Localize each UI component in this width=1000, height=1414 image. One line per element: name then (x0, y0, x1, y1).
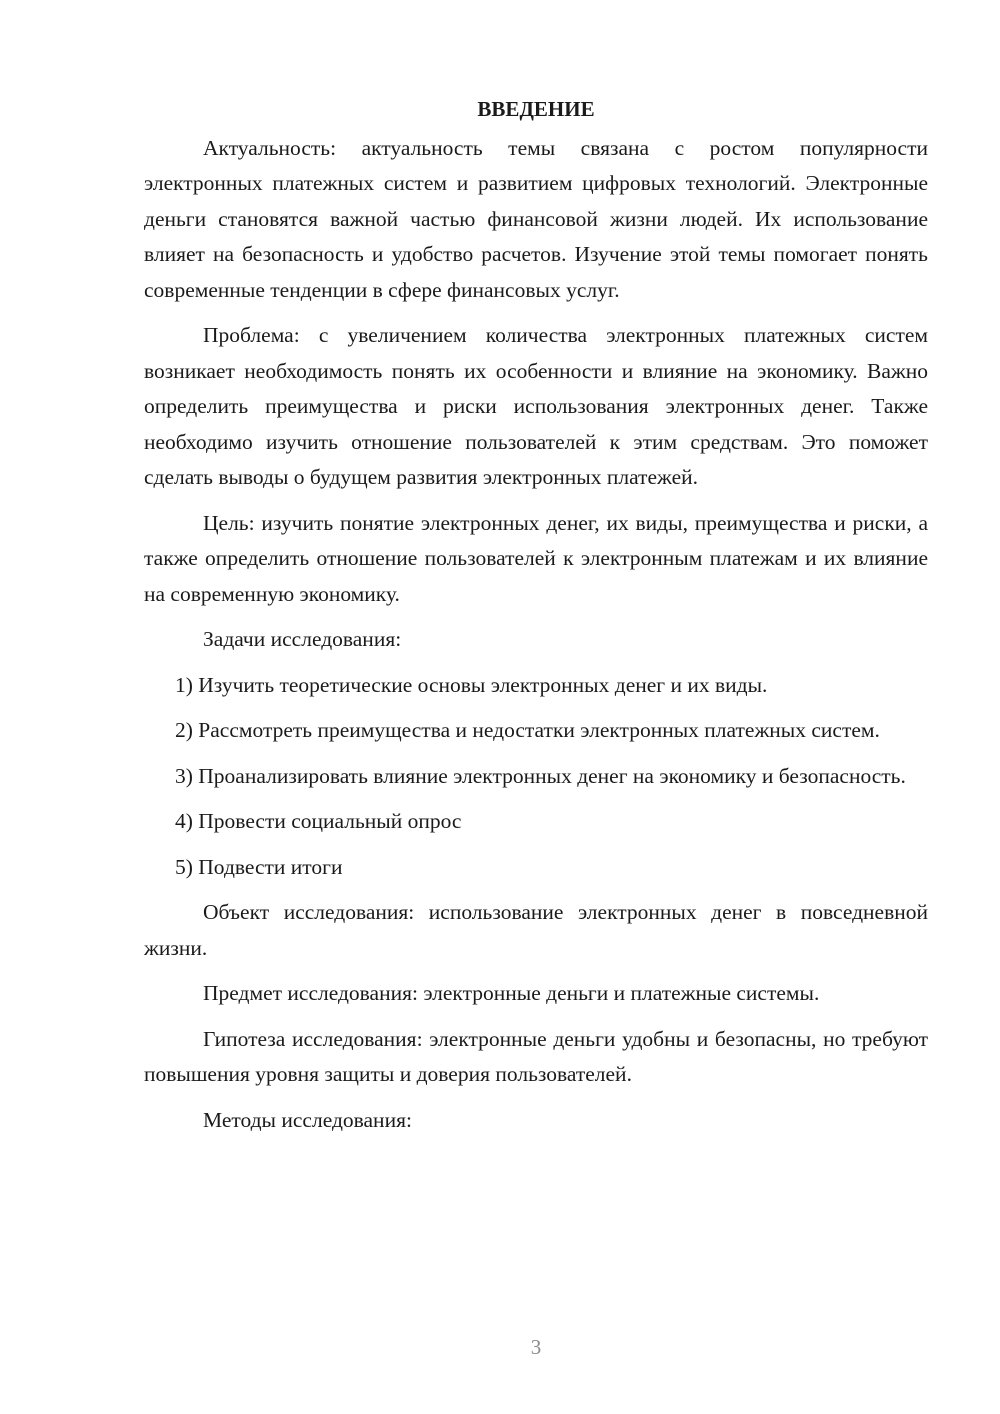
page-content (144, 92, 928, 1148)
task-item-1: 1) Изучить теоретические основы электронных денег и их виды. (175, 672, 768, 697)
task-item-5: 5) Подвести итоги (175, 854, 343, 879)
problem-paragraph: Проблема: с увеличением количества электронных платежных систем возникает необходимость понять их особенности и влияние на экономику. Важно определить преимущества и риски использования электронных денег. Также необходимо изучить отношение пользователей к этим средствам. Это поможет сделать выводы о будущем развития электронных платежей. (144, 323, 928, 489)
relevance-paragraph: Актуальность: актуальность темы связана с ростом популярности электронных платежных систем и развитием цифровых технологий. Электронные деньги становятся важной частью финансовой жизни людей. Их использование влияет на безопасность и удобство расчетов. Изучение этой темы помогает понять современные тенденции в сфере финансовых услуг. (144, 135, 928, 302)
page-title: ВВЕДЕНИЕ (477, 97, 595, 121)
tasks-heading: Задачи исследования: (203, 627, 402, 651)
page-number: 3 (530, 1335, 542, 1359)
task-item-2: 2) Рассмотреть преимущества и недостатки электронных платежных систем. (175, 718, 880, 742)
subject-paragraph: Предмет исследования: электронные деньги и платежные системы. (203, 981, 820, 1005)
goal-paragraph: Цель: изучить понятие электронных денег, их виды, преимущества и риски, а также определить отношение пользователей к электронным платежам и их влияние на современную экономику. (144, 510, 928, 606)
hypothesis-paragraph: Гипотеза исследования: электронные деньги удобны и безопасны, но требуют повышения уровня защиты и доверия пользователей. (144, 1026, 928, 1086)
task-item-3: 3) Проанализировать влияние электронных денег на экономику и безопасность. (175, 763, 906, 788)
task-item-4: 4) Провести социальный опрос (175, 809, 462, 833)
object-paragraph: Объект исследования: использование электронных денег в повседневной жизни. (144, 900, 928, 960)
methods-heading: Методы исследования: (203, 1107, 412, 1132)
